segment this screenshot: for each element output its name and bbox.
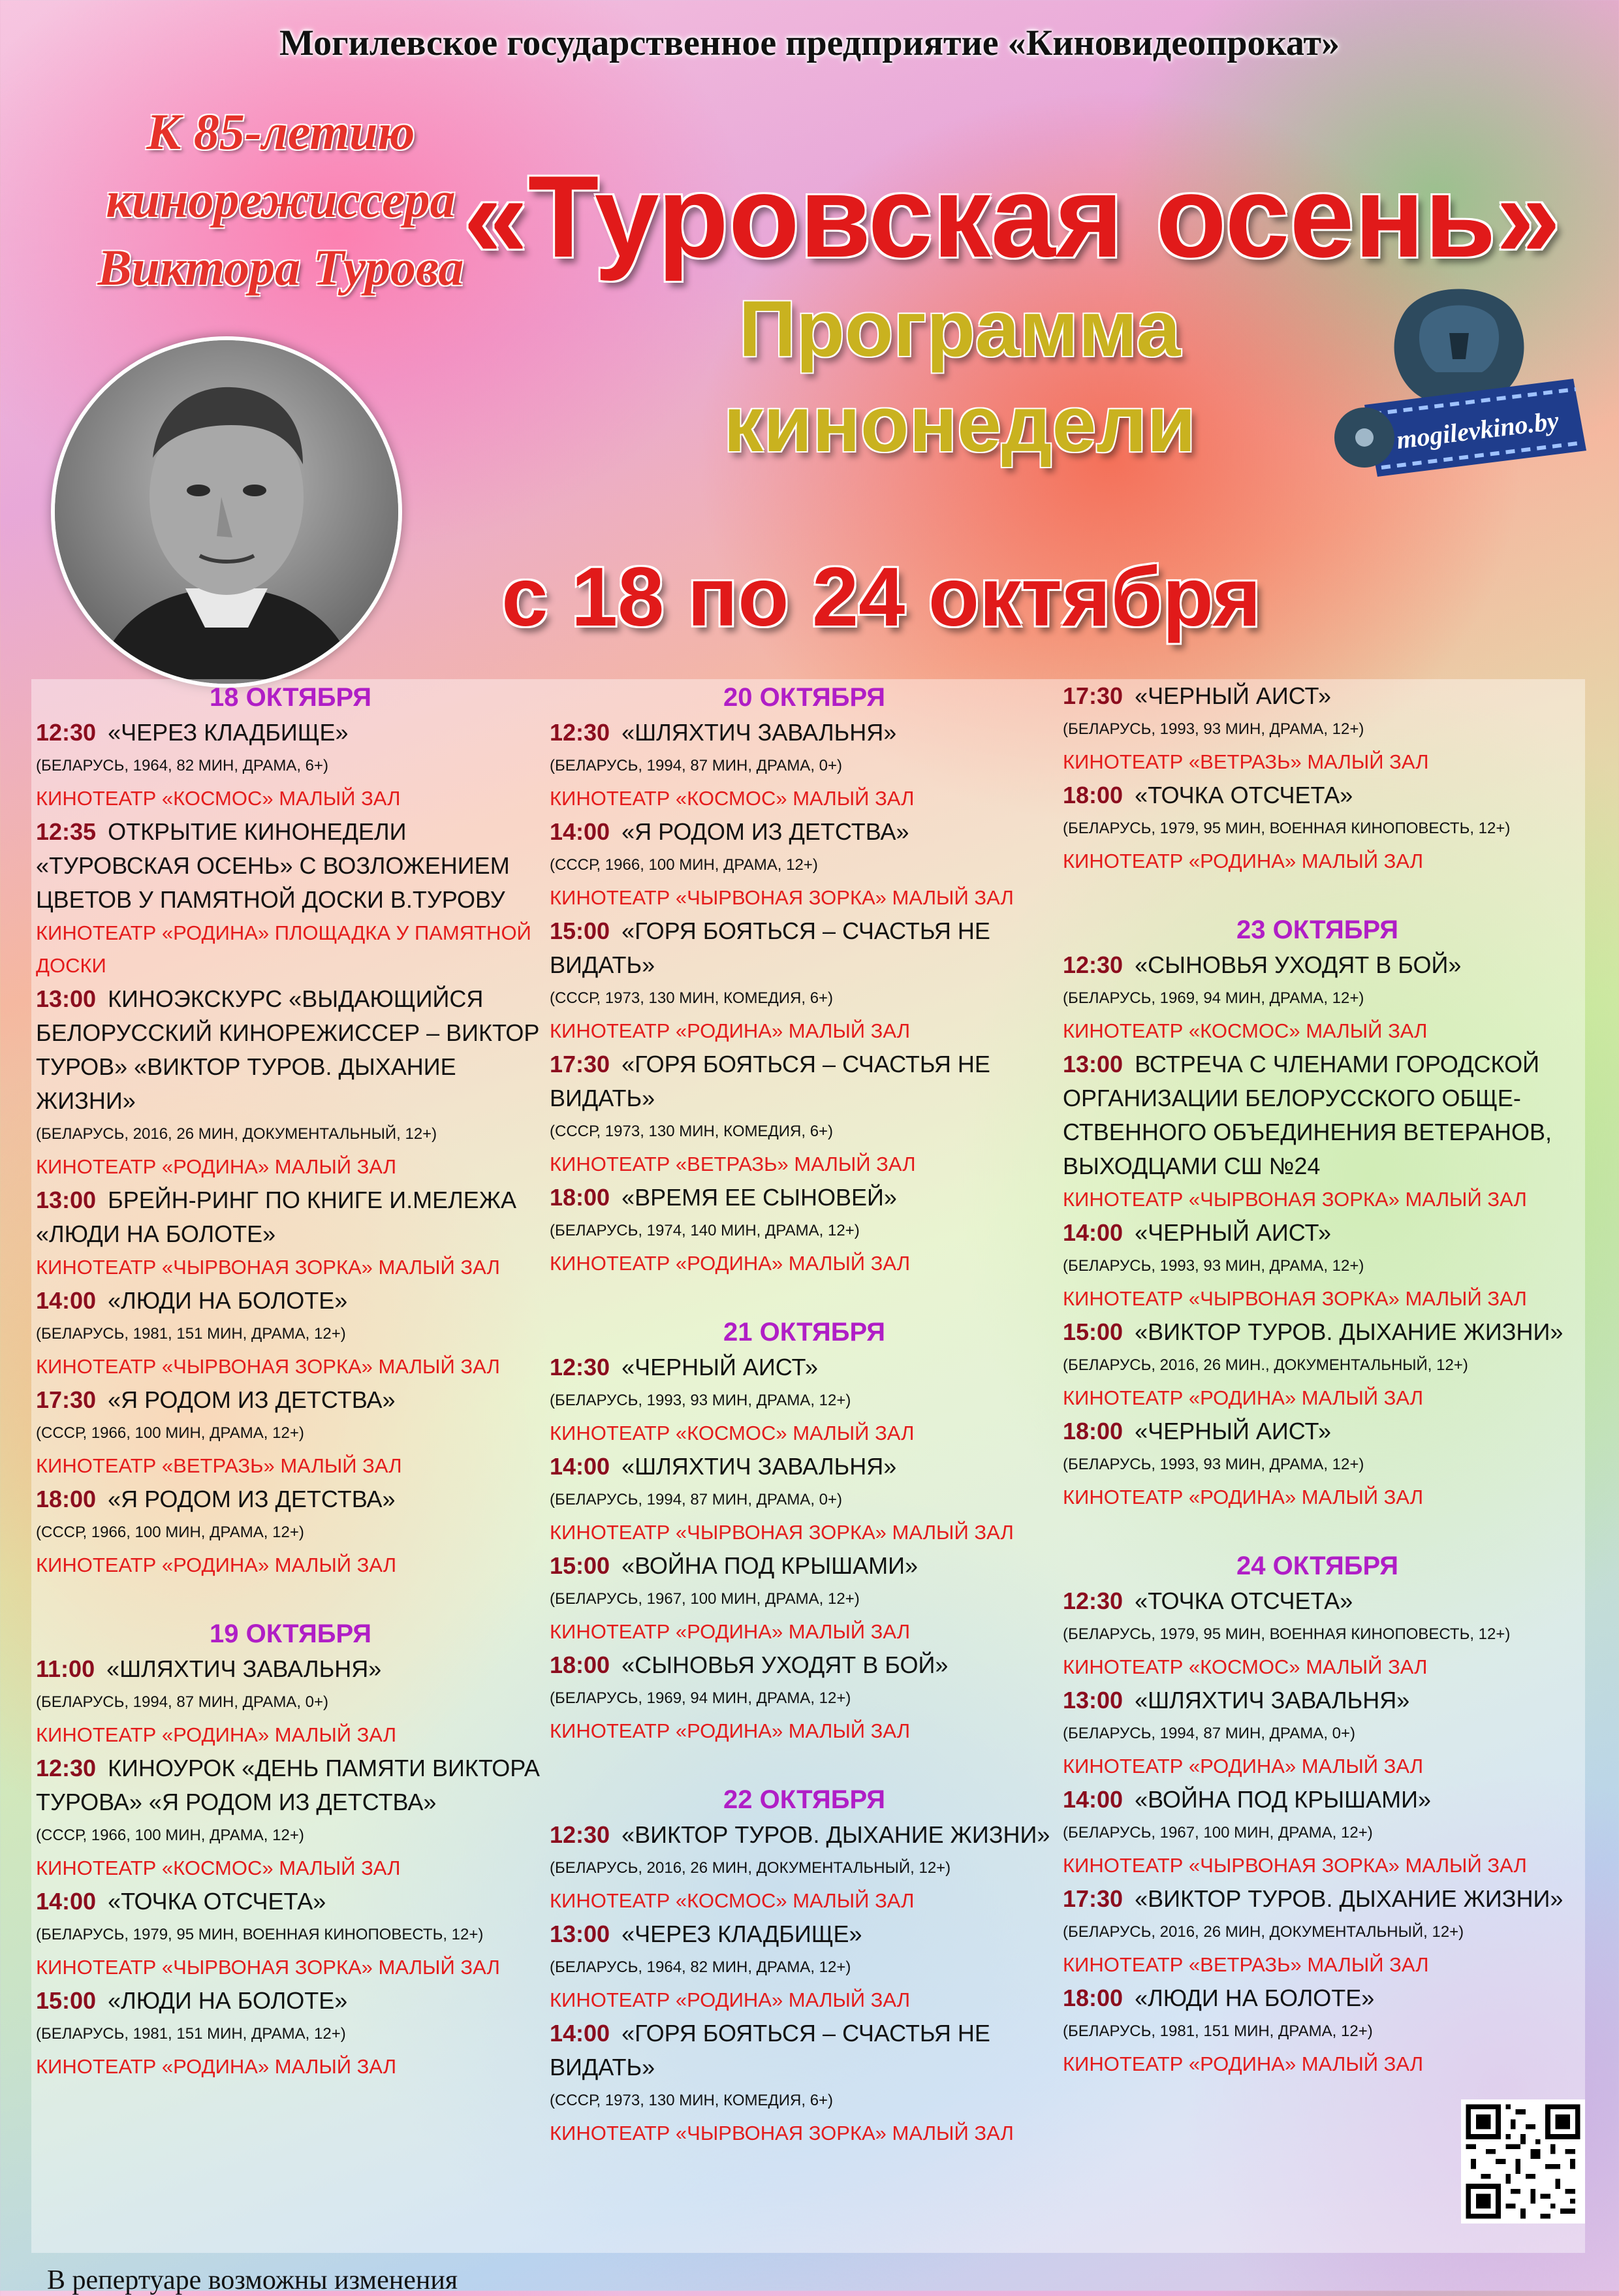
anniversary-line: Виктора Турова <box>97 239 464 296</box>
screening-venue: КИНОТЕАТР «ВЕТРАЗЬ» МАЛЫЙ ЗАЛ <box>36 1454 402 1477</box>
screening-title-line <box>550 1549 1059 1583</box>
subtitle-line: кинонедели <box>723 379 1196 468</box>
schedule-column <box>36 679 545 2083</box>
screening-time: 18:00 <box>36 1486 97 1512</box>
screening-details: (БЕЛАРУСЬ, 2016, 26 МИН, ДОКУМЕНТАЛЬНЫЙ, 12+) <box>550 1859 951 1877</box>
screening-time: 14:00 <box>550 818 610 845</box>
screening-title-line <box>1063 1882 1572 1916</box>
screening-venue: КИНОТЕАТР «РОДИНА» МАЛЫЙ ЗАЛ <box>1063 1386 1424 1409</box>
screening-title-line <box>36 716 545 750</box>
screening-title: «ГОРЯ БОЯТЬСЯ – СЧАСТЬЯ НЕ ВИДАТЬ» <box>550 1051 990 1111</box>
screening-details: (БЕЛАРУСЬ, 1981, 151 МИН, ДРАМА, 12+) <box>1063 2022 1373 2040</box>
screening-entry <box>36 1183 545 1284</box>
screening-time: 12:30 <box>550 1821 610 1848</box>
screening-details: (БЕЛАРУСЬ, 1993, 93 МИН, ДРАМА, 12+) <box>1063 1257 1364 1275</box>
screening-title: «СЫНОВЬЯ УХОДЯТ В БОЙ» <box>621 1651 949 1678</box>
screening-entry <box>1063 1584 1572 1683</box>
screening-time: 15:00 <box>1063 1318 1124 1345</box>
screening-venue: КИНОТЕАТР «ЧЫРВОНАЯ ЗОРКА» МАЛЫЙ ЗАЛ <box>36 1355 500 1378</box>
screening-time: 18:00 <box>550 1184 610 1211</box>
screening-title-line <box>1063 1047 1572 1183</box>
anniversary-line: К 85-летию <box>146 103 415 160</box>
screening-title: «ШЛЯХТИЧ ЗАВАЛЬНЯ» <box>1135 1687 1410 1714</box>
screening-entry <box>36 1482 545 1582</box>
day-heading: 20 ОКТЯБРЯ <box>723 683 885 712</box>
screening-venue: КИНОТЕАТР «РОДИНА» МАЛЫЙ ЗАЛ <box>36 1554 397 1576</box>
screening-venue: КИНОТЕАТР «ВЕТРАЗЬ» МАЛЫЙ ЗАЛ <box>1063 1953 1429 1976</box>
screening-title: «ГОРЯ БОЯТЬСЯ – СЧАСТЬЯ НЕ ВИДАТЬ» <box>550 917 990 978</box>
screening-title: «Я РОДОМ ИЗ ДЕТСТВА» <box>108 1386 396 1413</box>
screening-title: «ТОЧКА ОТСЧЕТА» <box>1135 782 1353 808</box>
day-heading: 22 ОКТЯБРЯ <box>723 1785 885 1814</box>
screening-details: (БЕЛАРУСЬ, 1967, 100 МИН, ДРАМА, 12+) <box>550 1590 860 1608</box>
screening-time: 12:35 <box>36 818 97 845</box>
screening-title: КИНОЭКСКУРС «ВЫДАЮЩИЙСЯ БЕЛОРУССКИЙ КИНОРЕЖИССЕР – ВИКТОР ТУРОВ» «ВИКТОР ТУРОВ. ДЫХАНИЕ ЖИЗНИ» <box>36 985 540 1114</box>
screening-venue: КИНОТЕАТР «КОСМОС» МАЛЫЙ ЗАЛ <box>550 1889 915 1912</box>
organization-name: Могилевское государственное предприятие «Киновидеопрокат» <box>279 23 1340 63</box>
screening-title: «ВИКТОР ТУРОВ. ДЫХАНИЕ ЖИЗНИ» <box>1135 1318 1564 1345</box>
screening-venue: КИНОТЕАТР «РОДИНА» МАЛЫЙ ЗАЛ <box>36 2055 397 2078</box>
screening-venue: КИНОТЕАТР «РОДИНА» ПЛОЩАДКА У ПАМЯТНОЙ ДОСКИ <box>36 921 531 977</box>
screening-title: «ВОЙНА ПОД КРЫШАМИ» <box>1135 1786 1432 1813</box>
screening-title: «ГОРЯ БОЯТЬСЯ – СЧАСТЬЯ НЕ ВИДАТЬ» <box>550 2020 990 2081</box>
screening-venue: КИНОТЕАТР «ВЕТРАЗЬ» МАЛЫЙ ЗАЛ <box>1063 750 1429 773</box>
screening-time: 17:30 <box>36 1386 97 1413</box>
screening-details: (БЕЛАРУСЬ, 1969, 94 МИН, ДРАМА, 12+) <box>550 1689 851 1707</box>
screening-entry <box>36 1383 545 1482</box>
screening-entry <box>36 716 545 815</box>
screening-venue: КИНОТЕАТР «РОДИНА» МАЛЫЙ ЗАЛ <box>1063 850 1424 872</box>
screening-title: «ЛЮДИ НА БОЛОТЕ» <box>108 1987 348 2014</box>
screening-venue: КИНОТЕАТР «РОДИНА» МАЛЫЙ ЗАЛ <box>550 1719 911 1742</box>
screening-details: (БЕЛАРУСЬ, 1993, 93 МИН, ДРАМА, 12+) <box>550 1392 851 1409</box>
screening-entry <box>36 1652 545 1751</box>
screening-entry <box>1063 1683 1572 1783</box>
screening-title-line <box>36 1183 545 1251</box>
screening-details: (БЕЛАРУСЬ, 1994, 87 МИН, ДРАМА, 0+) <box>36 1693 329 1711</box>
screening-title-line <box>36 1751 545 1819</box>
screening-entry <box>36 815 545 982</box>
screening-title-line <box>36 1984 545 2018</box>
screening-time: 14:00 <box>36 1888 97 1915</box>
screening-details: (БЕЛАРУСЬ, 1994, 87 МИН, ДРАМА, 0+) <box>550 757 843 774</box>
program-subtitle <box>496 281 1423 471</box>
screening-title: «ЧЕРЕЗ КЛАДБИЩЕ» <box>621 1921 862 1947</box>
screening-time: 13:00 <box>550 1921 610 1947</box>
screening-time: 17:30 <box>1063 682 1124 709</box>
screening-title: «ЛЮДИ НА БОЛОТЕ» <box>108 1287 348 1314</box>
screening-venue: КИНОТЕАТР «КОСМОС» МАЛЫЙ ЗАЛ <box>36 1857 401 1879</box>
screening-venue: КИНОТЕАТР «РОДИНА» МАЛЫЙ ЗАЛ <box>36 1723 397 1746</box>
screening-entry <box>1063 1047 1572 1216</box>
screening-title-line <box>36 1284 545 1318</box>
screening-venue: КИНОТЕАТР «ЧЫРВОНАЯ ЗОРКА» МАЛЫЙ ЗАЛ <box>1063 1287 1527 1310</box>
screening-title-line <box>1063 1414 1572 1448</box>
screening-title: ОТКРЫТИЕ КИНОНЕДЕЛИ «ТУРОВСКАЯ ОСЕНЬ» С ВОЗЛОЖЕНИЕМ ЦВЕТОВ У ПАМЯТНОЙ ДОСКИ В.ТУРОВУ <box>36 818 510 913</box>
screening-entry <box>1063 778 1572 878</box>
screening-title-line <box>550 2017 1059 2084</box>
screening-entry <box>550 1350 1059 1450</box>
screening-entry <box>36 1751 545 1885</box>
screening-title-line <box>36 982 545 1118</box>
screening-venue: КИНОТЕАТР «РОДИНА» МАЛЫЙ ЗАЛ <box>1063 1755 1424 1778</box>
screening-title: «ВОЙНА ПОД КРЫШАМИ» <box>621 1552 919 1579</box>
screening-time: 18:00 <box>1063 1985 1124 2011</box>
screening-time: 12:30 <box>550 1354 610 1380</box>
screening-title-line <box>550 1917 1059 1951</box>
screening-title: «ЧЕРНЫЙ АИСТ» <box>1135 1418 1331 1444</box>
screening-time: 13:00 <box>36 985 97 1012</box>
logo-text: mogilevkino.by <box>1394 406 1561 455</box>
screening-title-line <box>1063 778 1572 812</box>
screening-time: 14:00 <box>550 2020 610 2047</box>
director-portrait <box>51 336 402 688</box>
screening-details: (БЕЛАРУСЬ, 1981, 151 МИН, ДРАМА, 12+) <box>36 2025 346 2043</box>
day-heading: 23 ОКТЯБРЯ <box>1236 916 1398 944</box>
screening-venue: КИНОТЕАТР «ЧЫРВОНАЯ ЗОРКА» МАЛЫЙ ЗАЛ <box>1063 1188 1527 1211</box>
screening-time: 15:00 <box>36 1987 97 2014</box>
screening-venue: КИНОТЕАТР «РОДИНА» МАЛЫЙ ЗАЛ <box>36 1155 397 1178</box>
screening-venue: КИНОТЕАТР «ЧЫРВОНАЯ ЗОРКА» МАЛЫЙ ЗАЛ <box>1063 1854 1527 1877</box>
screening-title: КИНОУРОК «ДЕНЬ ПАМЯТИ ВИКТОРА ТУРОВА» «Я РОДОМ ИЗ ДЕТСТВА» <box>36 1755 540 1815</box>
screening-venue: КИНОТЕАТР «КОСМОС» МАЛЫЙ ЗАЛ <box>1063 1019 1428 1042</box>
screening-entry <box>550 914 1059 1047</box>
screening-venue: КИНОТЕАТР «КОСМОС» МАЛЫЙ ЗАЛ <box>1063 1655 1428 1678</box>
screening-details: (БЕЛАРУСЬ, 1967, 100 МИН, ДРАМА, 12+) <box>1063 1824 1373 1842</box>
screening-title: «ВИКТОР ТУРОВ. ДЫХАНИЕ ЖИЗНИ» <box>1135 1885 1564 1912</box>
screening-title-line <box>550 914 1059 982</box>
screening-venue: КИНОТЕАТР «ЧЫРВОНАЯ ЗОРКА» МАЛЫЙ ЗАЛ <box>550 886 1014 909</box>
screening-time: 11:00 <box>36 1655 95 1682</box>
screening-title: «ШЛЯХТИЧ ЗАВАЛЬНЯ» <box>106 1655 382 1682</box>
screening-title: «ЛЮДИ НА БОЛОТЕ» <box>1135 1985 1375 2011</box>
screening-details: (БЕЛАРУСЬ, 2016, 26 МИН., ДОКУМЕНТАЛЬНЫЙ, 12+) <box>1063 1356 1468 1374</box>
screening-title-line <box>550 815 1059 849</box>
screening-time: 12:30 <box>1063 1587 1124 1614</box>
screening-entry <box>1063 948 1572 1047</box>
day-heading: 24 ОКТЯБРЯ <box>1236 1552 1398 1580</box>
screening-venue: КИНОТЕАТР «РОДИНА» МАЛЫЙ ЗАЛ <box>550 1988 911 2011</box>
screening-title-line <box>1063 948 1572 982</box>
screening-details: (БЕЛАРУСЬ, 1964, 82 МИН, ДРАМА, 12+) <box>550 1958 851 1976</box>
screening-entry <box>550 716 1059 815</box>
screening-title: «ЧЕРНЫЙ АИСТ» <box>1135 682 1331 709</box>
screening-entry <box>36 1284 545 1383</box>
screening-title: «ТОЧКА ОТСЧЕТА» <box>108 1888 326 1915</box>
screening-title: «ВРЕМЯ ЕЕ СЫНОВЕЙ» <box>621 1184 897 1211</box>
screening-title: «СЫНОВЬЯ УХОДЯТ В БОЙ» <box>1135 951 1462 978</box>
screening-details: (БЕЛАРУСЬ, 1974, 140 МИН, ДРАМА, 12+) <box>550 1222 860 1239</box>
screening-title-line <box>550 1818 1059 1852</box>
screening-title-line <box>1063 1216 1572 1250</box>
screening-title-line <box>1063 1584 1572 1618</box>
day-heading: 21 ОКТЯБРЯ <box>723 1318 885 1347</box>
screening-title: «Я РОДОМ ИЗ ДЕТСТВА» <box>108 1486 396 1512</box>
screening-title-line <box>550 1648 1059 1682</box>
anniversary-line: кинорежиссера <box>106 171 456 228</box>
screening-entry <box>1063 1414 1572 1514</box>
screening-title-line <box>36 1482 545 1516</box>
screening-title-line <box>36 1383 545 1417</box>
screening-entry <box>550 1450 1059 1549</box>
screening-venue: КИНОТЕАТР «КОСМОС» МАЛЫЙ ЗАЛ <box>550 1422 915 1444</box>
screening-time: 14:00 <box>550 1453 610 1480</box>
screening-details: (БЕЛАРУСЬ, 2016, 26 МИН, ДОКУМЕНТАЛЬНЫЙ, 12+) <box>36 1125 437 1143</box>
screening-entry <box>36 1885 545 1984</box>
screening-entry <box>550 815 1059 914</box>
screening-time: 14:00 <box>1063 1786 1124 1813</box>
screening-venue: КИНОТЕАТР «РОДИНА» МАЛЫЙ ЗАЛ <box>550 1252 911 1275</box>
subtitle-line: Программа <box>738 284 1181 373</box>
screening-title-line <box>36 1652 545 1686</box>
screening-entry <box>550 1549 1059 1648</box>
screening-entry <box>36 982 545 1183</box>
screening-title: «Я РОДОМ ИЗ ДЕТСТВА» <box>621 818 909 845</box>
schedule-column <box>1063 679 1572 2081</box>
screening-title: «ШЛЯХТИЧ ЗАВАЛЬНЯ» <box>621 1453 897 1480</box>
screening-details: (СССР, 1966, 100 МИН, ДРАМА, 12+) <box>550 856 818 874</box>
screening-title: БРЕЙН-РИНГ ПО КНИГЕ И.МЕЛЕЖА «ЛЮДИ НА БОЛОТЕ» <box>36 1187 516 1247</box>
screening-entry <box>1063 1315 1572 1414</box>
screening-venue: КИНОТЕАТР «ВЕТРАЗЬ» МАЛЫЙ ЗАЛ <box>550 1153 916 1175</box>
screening-title: ВСТРЕЧА С ЧЛЕНАМИ ГОРОДСКОЙ ОРГАНИЗАЦИИ БЕЛОРУССКОГО ОБЩЕ-СТВЕННОГО ОБЪЕДИНЕНИЯ ВЕТЕРАНОВ, ВЫХОДЦАМИ СШ №24 <box>1063 1051 1552 1179</box>
screening-venue: КИНОТЕАТР «РОДИНА» МАЛЫЙ ЗАЛ <box>1063 2052 1424 2075</box>
screening-title-line <box>36 815 545 917</box>
screening-venue: КИНОТЕАТР «РОДИНА» МАЛЫЙ ЗАЛ <box>550 1620 911 1643</box>
screening-details: (БЕЛАРУСЬ, 1979, 95 МИН, ВОЕННАЯ КИНОПОВЕСТЬ, 12+) <box>1063 1625 1511 1643</box>
day-heading: 18 ОКТЯБРЯ <box>210 683 371 712</box>
screening-entry <box>1063 1783 1572 1882</box>
screening-title: «ЧЕРЕЗ КЛАДБИЩЕ» <box>108 719 349 746</box>
screening-title-line <box>1063 1683 1572 1717</box>
screening-entry <box>1063 1981 1572 2081</box>
screening-time: 13:00 <box>1063 1687 1124 1714</box>
screening-entry <box>1063 1882 1572 1981</box>
screening-venue: КИНОТЕАТР «ЧЫРВОНАЯ ЗОРКА» МАЛЫЙ ЗАЛ <box>550 1521 1014 1544</box>
screening-entry <box>550 1648 1059 1747</box>
screening-entry <box>1063 679 1572 778</box>
screening-title-line <box>550 1181 1059 1215</box>
screening-venue: КИНОТЕАТР «РОДИНА» МАЛЫЙ ЗАЛ <box>1063 1486 1424 1508</box>
screening-entry <box>550 1818 1059 1917</box>
screening-time: 13:00 <box>1063 1051 1124 1077</box>
screening-details: (СССР, 1973, 130 МИН, КОМЕДИЯ, 6+) <box>550 1123 834 1140</box>
screening-venue: КИНОТЕАТР «КОСМОС» МАЛЫЙ ЗАЛ <box>36 787 401 810</box>
screening-title: «ЧЕРНЫЙ АИСТ» <box>621 1354 818 1380</box>
screening-entry <box>550 1181 1059 1280</box>
screening-details: (БЕЛАРУСЬ, 1979, 95 МИН, ВОЕННАЯ КИНОПОВЕСТЬ, 12+) <box>36 1926 484 1943</box>
screening-time: 14:00 <box>36 1287 97 1314</box>
screening-title-line <box>550 1350 1059 1384</box>
screening-details: (БЕЛАРУСЬ, 1979, 95 МИН, ВОЕННАЯ КИНОПОВЕСТЬ, 12+) <box>1063 820 1511 837</box>
screening-venue: КИНОТЕАТР «ЧЫРВОНАЯ ЗОРКА» МАЛЫЙ ЗАЛ <box>550 2122 1014 2145</box>
screening-title-line <box>550 1450 1059 1484</box>
screening-venue: КИНОТЕАТР «КОСМОС» МАЛЫЙ ЗАЛ <box>550 787 915 810</box>
screening-title: «ВИКТОР ТУРОВ. ДЫХАНИЕ ЖИЗНИ» <box>621 1821 1050 1848</box>
screening-details: (СССР, 1966, 100 МИН, ДРАМА, 12+) <box>36 1424 304 1442</box>
screening-details: (СССР, 1973, 130 МИН, КОМЕДИЯ, 6+) <box>550 2092 834 2109</box>
screening-time: 12:30 <box>36 719 97 746</box>
screening-time: 12:30 <box>36 1755 97 1781</box>
screening-time: 17:30 <box>1063 1885 1124 1912</box>
screening-title-line <box>1063 1315 1572 1349</box>
schedule-column <box>550 679 1059 2150</box>
screening-title-line <box>1063 1783 1572 1817</box>
qr-code <box>1461 2099 1585 2224</box>
screening-details: (СССР, 1966, 100 МИН, ДРАМА, 12+) <box>36 1826 304 1844</box>
screening-details: (БЕЛАРУСЬ, 1993, 93 МИН, ДРАМА, 12+) <box>1063 1456 1364 1473</box>
screening-entry <box>550 1917 1059 2017</box>
festival-dates: с 18 по 24 октября <box>501 550 1261 644</box>
screening-title-line <box>1063 1981 1572 2015</box>
screening-title-line <box>550 716 1059 750</box>
screening-title-line <box>550 1047 1059 1115</box>
screening-time: 14:00 <box>1063 1219 1124 1246</box>
screening-details: (СССР, 1966, 100 МИН, ДРАМА, 12+) <box>36 1523 304 1541</box>
screening-time: 12:30 <box>550 719 610 746</box>
screening-entry <box>1063 1216 1572 1315</box>
screening-details: (БЕЛАРУСЬ, 2016, 26 МИН, ДОКУМЕНТАЛЬНЫЙ, 12+) <box>1063 1923 1464 1941</box>
screening-venue: КИНОТЕАТР «РОДИНА» МАЛЫЙ ЗАЛ <box>550 1019 911 1042</box>
screening-time: 13:00 <box>36 1187 97 1213</box>
screening-venue: КИНОТЕАТР «ЧЫРВОНАЯ ЗОРКА» МАЛЫЙ ЗАЛ <box>36 1956 500 1979</box>
screening-details: (БЕЛАРУСЬ, 1994, 87 МИН, ДРАМА, 0+) <box>550 1491 843 1508</box>
screening-time: 18:00 <box>1063 782 1124 808</box>
screening-time: 15:00 <box>550 917 610 944</box>
repertoire-note: В репертуаре возможны изменения <box>47 2265 458 2295</box>
screening-title-line <box>1063 679 1572 713</box>
screening-time: 15:00 <box>550 1552 610 1579</box>
screening-entry <box>550 1047 1059 1181</box>
screening-venue: КИНОТЕАТР «ЧЫРВОНАЯ ЗОРКА» МАЛЫЙ ЗАЛ <box>36 1256 500 1279</box>
mogilevkino-logo <box>1325 274 1599 509</box>
screening-title: «ЧЕРНЫЙ АИСТ» <box>1135 1219 1331 1246</box>
screening-title-line <box>36 1885 545 1919</box>
screening-time: 17:30 <box>550 1051 610 1077</box>
screening-details: (СССР, 1973, 130 МИН, КОМЕДИЯ, 6+) <box>550 989 834 1007</box>
screening-details: (БЕЛАРУСЬ, 1964, 82 МИН, ДРАМА, 6+) <box>36 757 329 774</box>
festival-title: «Туровская осень» <box>463 151 1561 281</box>
screening-details: (БЕЛАРУСЬ, 1981, 151 МИН, ДРАМА, 12+) <box>36 1325 346 1343</box>
screening-details: (БЕЛАРУСЬ, 1993, 93 МИН, ДРАМА, 12+) <box>1063 720 1364 738</box>
screening-title: «ТОЧКА ОТСЧЕТА» <box>1135 1587 1353 1614</box>
screening-details: (БЕЛАРУСЬ, 1994, 87 МИН, ДРАМА, 0+) <box>1063 1725 1356 1742</box>
screening-entry <box>36 1984 545 2083</box>
screening-title: «ШЛЯХТИЧ ЗАВАЛЬНЯ» <box>621 719 897 746</box>
screening-details: (БЕЛАРУСЬ, 1969, 94 МИН, ДРАМА, 12+) <box>1063 989 1364 1007</box>
screening-time: 18:00 <box>1063 1418 1124 1444</box>
screening-time: 12:30 <box>1063 951 1124 978</box>
screening-time: 18:00 <box>550 1651 610 1678</box>
screening-entry <box>550 2017 1059 2150</box>
day-heading: 19 ОКТЯБРЯ <box>210 1619 371 1648</box>
